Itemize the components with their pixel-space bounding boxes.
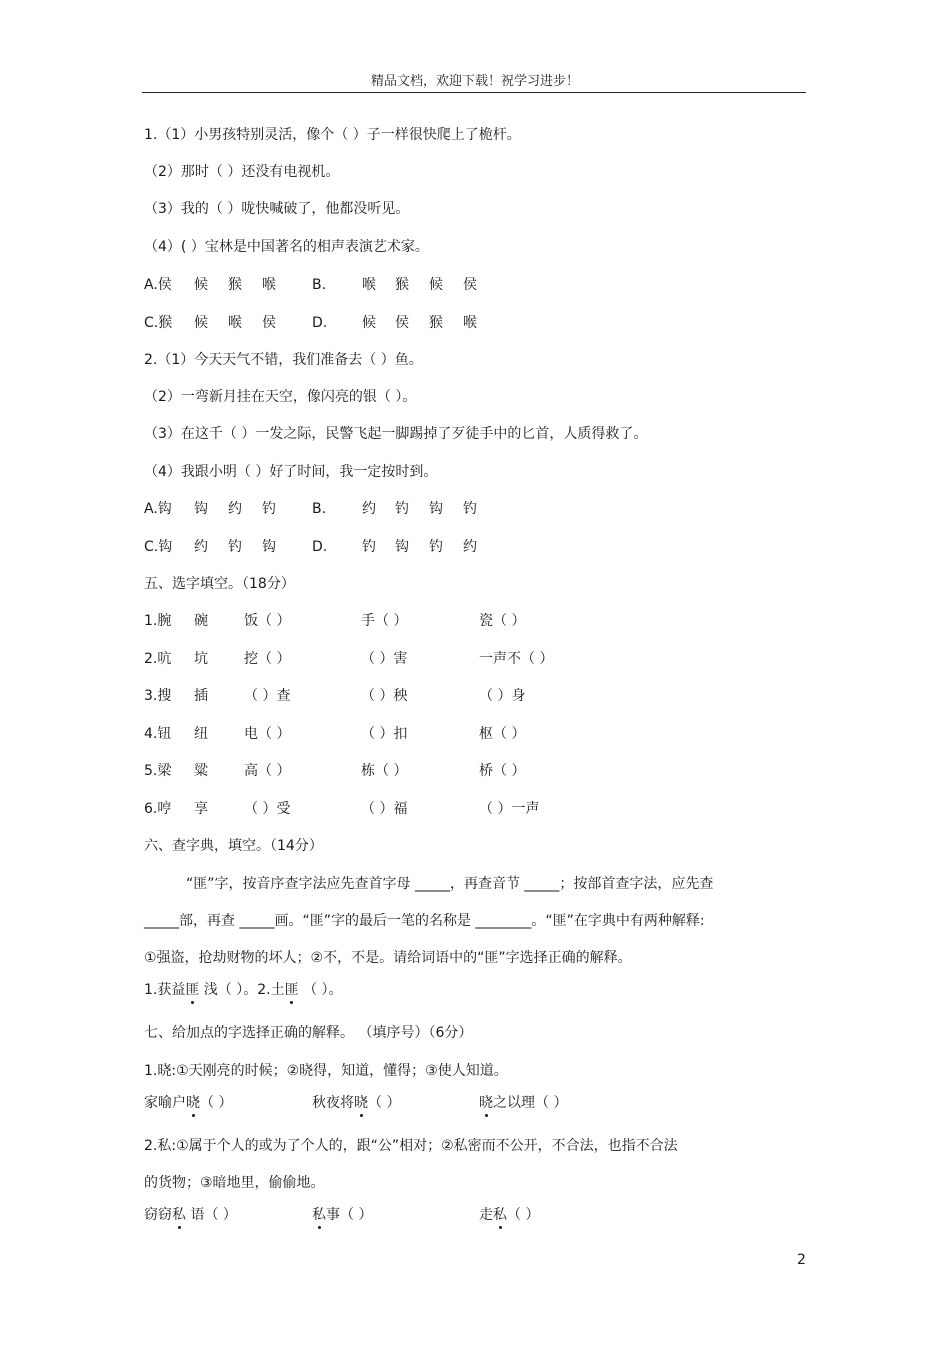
q1-line-2: （2）那时（ ）还没有电视机。 xyxy=(144,164,340,180)
s7-q2-item-3-prefix: 走 xyxy=(479,1207,493,1223)
q1-option-a-4: 喉 xyxy=(262,277,276,293)
s5-row-1-char-a: 1.腕 xyxy=(144,613,172,629)
q2-option-c-2: 约 xyxy=(194,539,208,555)
s5-row-1-blank-2: 手（ ） xyxy=(361,613,408,629)
s7-q1-item-2-dotted-char: 晓 xyxy=(354,1095,368,1111)
q1-option-c: C.猴 xyxy=(144,315,173,331)
s5-row-2-blank-2: （ ）害 xyxy=(361,651,408,667)
q1-line-3: （3）我的（ ）咙快喊破了，他都没听见。 xyxy=(144,201,410,217)
s7-q2-item-2 xyxy=(312,1206,372,1224)
s6-questions xyxy=(144,981,343,999)
q2-option-b-4: 钓 xyxy=(463,501,477,517)
s7-q2-item-1-dotted-char: 私 xyxy=(172,1207,186,1223)
s6-paragraph-line-2: _____部，再查 _____画。“匪”字的最后一笔的名称是 ________。“匪”在字典中有两种解释: xyxy=(144,913,705,929)
s5-row-1-blank-3: 瓷（ ） xyxy=(479,613,526,629)
s6-q1-suffix: 浅（ ）。 xyxy=(199,982,258,998)
q1-option-d-3: 猴 xyxy=(429,315,443,331)
s6-q1-dotted-char: 匪 xyxy=(185,982,200,998)
s5-row-3-blank-2: （ ）秧 xyxy=(361,688,408,704)
s7-q1-item-2-blank: （ ） xyxy=(368,1095,401,1111)
s6-q1-prefix: 1.获益 xyxy=(144,982,186,998)
s5-row-1-blank-1: 饭（ ） xyxy=(244,613,291,629)
s7-q1-item-1-prefix: 家喻户 xyxy=(144,1095,186,1111)
s7-q1-item-3-blank: 之以理（ ） xyxy=(493,1095,568,1111)
s5-row-5-char-b: 粱 xyxy=(194,763,208,779)
q1-option-a-3: 猴 xyxy=(228,277,242,293)
s5-row-4-char-b: 纽 xyxy=(194,726,208,742)
q2-line-2: （2）一弯新月挂在天空，像闪亮的银（ ）。 xyxy=(144,389,417,405)
s7-q2-item-1-prefix: 窃窃 xyxy=(144,1207,172,1223)
q1-option-c-2: 候 xyxy=(194,315,208,331)
s6-paragraph-line-3: ①强盗，抢劫财物的坏人；②不，不是。请给词语中的“匪”字选择正确的解释。 xyxy=(144,950,632,966)
s6-paragraph-line-1: “匪”字，按音序查字法应先查首字母 _____，再查音节 _____；按部首查字法，应先查 xyxy=(186,876,714,892)
q2-option-a-3: 约 xyxy=(228,501,242,517)
s5-row-4-blank-2: （ ）扣 xyxy=(361,726,408,742)
s5-row-3-char-b: 插 xyxy=(194,688,208,704)
s7-q2-definition-line-2: 的货物；③暗地里，偷偷地。 xyxy=(144,1175,325,1191)
page-header: 精品文档，欢迎下载！祝学习进步！ xyxy=(370,74,579,89)
q1-option-d-4: 喉 xyxy=(463,315,477,331)
s7-q2-item-1 xyxy=(144,1206,237,1224)
s5-row-2-char-b: 坑 xyxy=(194,651,208,667)
q2-option-d: D. xyxy=(312,539,328,555)
s5-row-3-blank-1: （ ）查 xyxy=(244,688,291,704)
s5-row-2-blank-1: 挖（ ） xyxy=(244,651,291,667)
q2-option-c: C.钩 xyxy=(144,539,173,555)
q2-option-c-4: 钩 xyxy=(262,539,276,555)
q1-option-b-4: 侯 xyxy=(463,277,477,293)
q2-option-b: B. xyxy=(312,501,327,517)
section-5-title: 五、选字填空。（18分） xyxy=(144,576,295,592)
s5-row-2-blank-3: 一声不（ ） xyxy=(479,651,554,667)
q2-option-c-3: 钓 xyxy=(228,539,242,555)
q2-line-1: 2.（1）今天天气不错，我们准备去（ ）鱼。 xyxy=(144,352,423,368)
q2-line-4: （4）我跟小明（ ）好了时间，我一定按时到。 xyxy=(144,464,438,480)
q2-option-a: A.钩 xyxy=(144,501,172,517)
s5-row-6-blank-3: （ ）一声 xyxy=(479,801,540,817)
q2-option-d-4: 约 xyxy=(463,539,477,555)
q2-option-b-3: 钩 xyxy=(429,501,443,517)
s7-q2-item-2-dotted-char: 私 xyxy=(312,1207,326,1223)
q2-line-3: （3）在这千（ ）一发之际，民警飞起一脚踢掉了歹徒手中的匕首，人质得救了。 xyxy=(144,426,648,442)
s5-row-4-blank-3: 枢（ ） xyxy=(479,726,526,742)
s5-row-4-blank-1: 电（ ） xyxy=(244,726,291,742)
s7-q1-item-1 xyxy=(144,1094,232,1112)
s5-row-5-blank-3: 桥（ ） xyxy=(479,763,526,779)
s7-q2-item-1-blank: 语（ ） xyxy=(186,1207,237,1223)
q1-option-c-3: 喉 xyxy=(228,315,242,331)
s7-q2-item-3-blank: （ ） xyxy=(507,1207,540,1223)
q2-option-b-1: 约 xyxy=(362,501,376,517)
q2-option-a-2: 钩 xyxy=(194,501,208,517)
s5-row-2-char-a: 2.吭 xyxy=(144,651,172,667)
q1-option-a-2: 候 xyxy=(194,277,208,293)
s7-q1-item-2 xyxy=(312,1094,400,1112)
s7-q1-item-1-dotted-char: 晓 xyxy=(186,1095,200,1111)
s6-q2-dotted-char: 匪 xyxy=(284,982,299,998)
q1-option-a: A.侯 xyxy=(144,277,172,293)
s7-q2-definition-line-1: 2.私:①属于个人的或为了个人的，跟“公”相对；②私密而不公开，不合法，也指不合法 xyxy=(144,1138,678,1154)
q1-option-b-2: 猴 xyxy=(395,277,409,293)
s7-q2-item-3 xyxy=(479,1206,539,1224)
s6-q2-suffix: （ ）。 xyxy=(298,982,343,998)
q1-option-c-4: 侯 xyxy=(262,315,276,331)
s5-row-1-char-b: 碗 xyxy=(194,613,208,629)
s5-row-5-blank-1: 高（ ） xyxy=(244,763,291,779)
s7-q1-definition: 1.晓:①天刚亮的时候；②晓得，知道，懂得；③使人知道。 xyxy=(144,1063,508,1079)
q1-option-d-1: 候 xyxy=(362,315,376,331)
q1-option-d-2: 侯 xyxy=(395,315,409,331)
q2-option-d-3: 钓 xyxy=(429,539,443,555)
q1-option-b: B. xyxy=(312,277,327,293)
q2-option-d-2: 钩 xyxy=(395,539,409,555)
q1-option-d: D. xyxy=(312,315,328,331)
s7-q1-item-3 xyxy=(479,1094,567,1112)
q2-option-b-2: 钓 xyxy=(395,501,409,517)
s5-row-4-char-a: 4.钮 xyxy=(144,726,172,742)
q1-option-b-3: 候 xyxy=(429,277,443,293)
s5-row-6-blank-1: （ ）受 xyxy=(244,801,291,817)
s5-row-6-blank-2: （ ）福 xyxy=(361,801,408,817)
q1-line-4: （4）( ）宝林是中国著名的相声表演艺术家。 xyxy=(144,239,429,255)
s7-q2-item-3-dotted-char: 私 xyxy=(493,1207,507,1223)
s7-q2-item-2-blank: 事（ ） xyxy=(326,1207,373,1223)
s5-row-6-char-a: 6.哼 xyxy=(144,801,172,817)
s7-q1-item-1-blank: （ ） xyxy=(200,1095,233,1111)
s5-row-5-blank-2: 栋（ ） xyxy=(361,763,408,779)
header-rule xyxy=(142,92,806,93)
page-number: 2 xyxy=(797,1252,806,1268)
q1-option-b-1: 喉 xyxy=(362,277,376,293)
s5-row-3-blank-3: （ ）身 xyxy=(479,688,526,704)
s7-q1-item-3-dotted-char: 晓 xyxy=(479,1095,493,1111)
s5-row-3-char-a: 3.搜 xyxy=(144,688,172,704)
section-6-title: 六、查字典，填空。（14分） xyxy=(144,838,323,854)
s7-q1-item-2-prefix: 秋夜将 xyxy=(312,1095,354,1111)
q2-option-a-4: 钓 xyxy=(262,501,276,517)
s6-q2-prefix: 2.土 xyxy=(257,982,285,998)
s5-row-5-char-a: 5.梁 xyxy=(144,763,172,779)
s5-row-6-char-b: 享 xyxy=(194,801,208,817)
q1-line-1: 1.（1）小男孩特别灵活，像个（ ）子一样很快爬上了桅杆。 xyxy=(144,127,521,143)
section-7-title: 七、给加点的字选择正确的解释。 （填序号）（6分） xyxy=(144,1025,473,1041)
q2-option-d-1: 钓 xyxy=(362,539,376,555)
